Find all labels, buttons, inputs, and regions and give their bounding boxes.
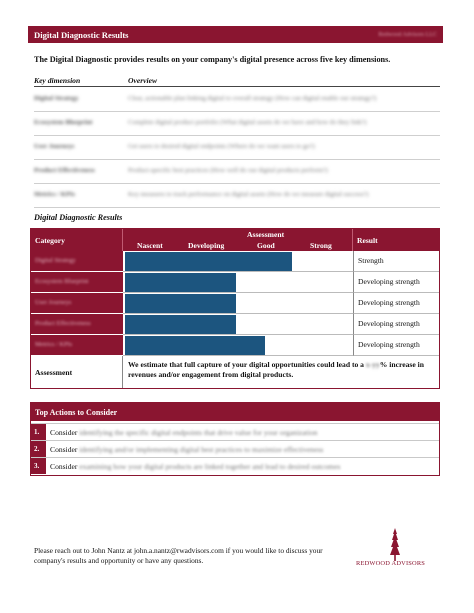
action-lead: Consider	[50, 428, 78, 437]
top-actions-title: Top Actions to Consider	[31, 403, 439, 421]
action-text	[50, 445, 323, 454]
category-cell	[31, 314, 123, 335]
assessment-text	[128, 360, 436, 380]
assessment-text-pre: We estimate that full capture of your digital opportunities could lead to a	[128, 360, 366, 369]
assessment-bar	[125, 294, 236, 313]
col-result: Result	[357, 236, 378, 245]
assessment-label: Assessment	[31, 356, 123, 388]
divider	[352, 229, 353, 251]
assessment-bar	[125, 273, 236, 292]
result-cell: Strength	[353, 251, 439, 272]
level-label: Nascent	[137, 241, 163, 250]
assessment-bar-track	[123, 293, 353, 314]
level-label: Good	[257, 241, 275, 250]
col-overview: Overview	[128, 76, 158, 85]
level-label: Developing	[188, 241, 225, 250]
action-number: 1.	[31, 424, 46, 440]
level-label: Strong	[310, 241, 332, 250]
dimension-name: Digital Strategy	[34, 95, 79, 102]
category-cell	[31, 335, 123, 356]
divider	[122, 229, 123, 251]
result-row	[31, 293, 439, 314]
dimension-name: Metrics / KPIs	[34, 191, 76, 198]
action-detail: examining how your digital products are linked together and lead to desired outcomes	[79, 462, 341, 471]
col-category: Category	[35, 236, 65, 245]
result-row	[31, 335, 439, 356]
action-item	[31, 457, 439, 474]
assessment-bar	[125, 336, 265, 355]
result-cell: Developing strength	[353, 335, 439, 356]
action-detail: identifying and/or implementing digital best practices to maximize effectiveness	[79, 445, 324, 454]
result-cell: Developing strength	[353, 293, 439, 314]
key-dimension-row	[34, 136, 440, 160]
category-cell	[31, 293, 123, 314]
results-table	[30, 228, 440, 389]
result-row	[31, 272, 439, 293]
intro-text: The Digital Diagnostic provides results on your company's digital presence across five key dimensions.	[34, 55, 391, 64]
header-company-name: Redwood Advisors LLC	[378, 31, 437, 38]
result-row	[31, 251, 439, 272]
page-title: Digital Diagnostic Results	[34, 29, 129, 40]
assessment-bar-track	[123, 272, 353, 293]
key-dimension-row	[34, 184, 440, 208]
action-item	[31, 423, 439, 440]
dimension-overview: Get users to desired digital endpoints (Where do we want users to go?)	[128, 143, 315, 150]
assessment-percent-range: x-yy	[365, 360, 380, 369]
redwood-advisors-logo	[356, 528, 440, 570]
category-name: Ecosystem Blueprint	[35, 278, 89, 285]
assessment-bar	[125, 315, 236, 334]
action-item	[31, 440, 439, 457]
action-lead: Consider	[50, 462, 78, 471]
col-key-dimension: Key dimension	[34, 76, 81, 85]
assessment-bar-track	[123, 251, 353, 272]
dimension-overview: Complete digital product portfolio (What digital assets do we have and how do they link?)	[128, 119, 367, 126]
footer-contact-text: Please reach out to John Nantz at john.a.nantz@rwadvisors.com if you would like to discuss your company's results and opportunity or have any questions.	[34, 546, 323, 565]
tree-icon	[388, 528, 402, 562]
action-detail: identifying the specific digital endpoints that drive value for your organization	[79, 428, 318, 437]
category-name: Metrics / KPIs	[35, 341, 73, 348]
assessment-bar-track	[123, 335, 353, 356]
results-section-title: Digital Diagnostic Results	[34, 213, 123, 222]
result-row	[31, 314, 439, 335]
top-actions-panel	[30, 402, 440, 476]
assessment-row	[31, 356, 439, 388]
assessment-bar-track	[123, 314, 353, 335]
result-cell: Developing strength	[353, 314, 439, 335]
category-name: User Journeys	[35, 299, 72, 306]
header-bar	[28, 26, 443, 43]
logo-text: REDWOOD ADVISORS	[356, 560, 426, 567]
dimension-overview: Key measures to track performance on digital assets (How do we measure digital success?)	[128, 191, 369, 198]
dimension-overview: Clear, actionable plan linking digital to overall strategy (How can digital enable our strategy?)	[128, 95, 377, 102]
key-dimension-row	[34, 160, 440, 184]
dimension-name: User Journeys	[34, 143, 75, 150]
dimension-name: Ecosystem Blueprint	[34, 119, 93, 126]
key-dimension-row	[34, 88, 440, 112]
category-cell	[31, 272, 123, 293]
dimension-name: Product Effectiveness	[34, 167, 95, 174]
result-cell: Developing strength	[353, 272, 439, 293]
category-name: Product Effectiveness	[35, 320, 91, 327]
col-assessment: Assessment	[247, 230, 285, 239]
key-dimension-row	[34, 112, 440, 136]
assessment-bar	[125, 252, 292, 271]
action-text	[50, 462, 340, 471]
action-number: 3.	[31, 458, 46, 474]
assessment-text-post: % increase in revenues and/or engagement from digital products.	[128, 360, 424, 379]
dimension-overview: Product-specific best practices (How well do our digital products perform?)	[128, 167, 328, 174]
action-number: 2.	[31, 441, 46, 457]
action-text	[50, 428, 317, 437]
results-table-header	[31, 229, 439, 251]
category-name: Digital Strategy	[35, 257, 76, 264]
category-cell	[31, 251, 123, 272]
action-lead: Consider	[50, 445, 78, 454]
key-dimension-header	[34, 76, 440, 87]
